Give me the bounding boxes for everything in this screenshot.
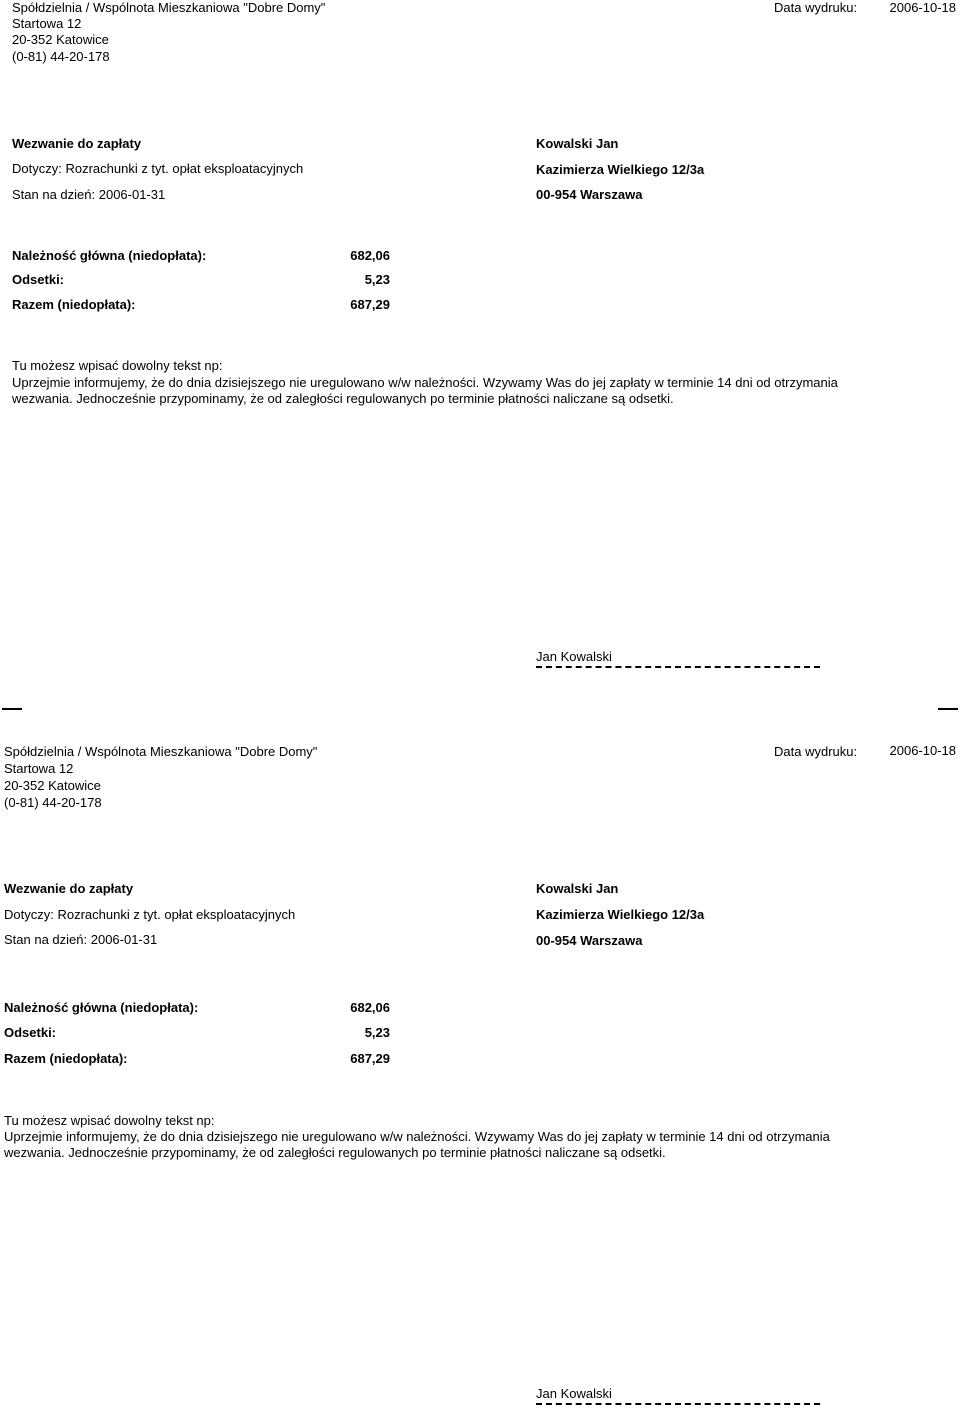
sender-city: 20-352 Katowice (4, 778, 101, 793)
recipient-street: Kazimierza Wielkiego 12/3a (536, 162, 705, 177)
recipient-city: 00-954 Warszawa (536, 933, 643, 948)
note-line-2: wezwania. Jednocześnie przypominamy, że od zaległości regulowanych po terminie płatności naliczane są odsetki. (12, 391, 674, 406)
total-label: Razem (niedopłata): (12, 297, 136, 312)
recipient-street: Kazimierza Wielkiego 12/3a (536, 907, 705, 922)
signature-name: Jan Kowalski (536, 1386, 612, 1401)
note-line-1: Uprzejmie informujemy, że do dnia dzisiejszego nie uregulowano w/w należności. Wzywamy Was do jej zapłaty w terminie 14 dni od otrzymania (4, 1129, 830, 1144)
document-title: Wezwanie do zapłaty (4, 881, 134, 896)
print-date-label: Data wydruku: (774, 0, 858, 15)
principal-value: 682,06 (350, 1000, 390, 1015)
print-date: 2006-10-18 (889, 743, 956, 758)
interest-value: 5,23 (364, 1025, 390, 1040)
note-intro: Tu możesz wpisać dowolny tekst np: (4, 1113, 215, 1128)
sender-name: Spółdzielnia / Wspólnota Mieszkaniowa "Dobre Domy" (12, 0, 326, 15)
sender-street: Startowa 12 (4, 761, 74, 776)
recipient-name: Kowalski Jan (536, 136, 619, 151)
interest-value: 5,23 (364, 272, 390, 287)
sender-phone: (0-81) 44-20-178 (4, 795, 102, 810)
as-of-date: Stan na dzień: 2006-01-31 (12, 187, 166, 202)
sender-street: Startowa 12 (12, 16, 82, 31)
total-value: 687,29 (350, 297, 390, 312)
signature-line (536, 666, 820, 668)
note-line-1: Uprzejmie informujemy, że do dnia dzisiejszego nie uregulowano w/w należności. Wzywamy Was do jej zapłaty w terminie 14 dni od otrzymania (12, 375, 838, 390)
sender-name: Spółdzielnia / Wspólnota Mieszkaniowa "Dobre Domy" (4, 744, 318, 759)
sender-city: 20-352 Katowice (12, 32, 109, 47)
note-intro: Tu możesz wpisać dowolny tekst np: (12, 358, 223, 373)
document-title: Wezwanie do zapłaty (12, 136, 142, 151)
signature-name: Jan Kowalski (536, 649, 612, 664)
note-line-2: wezwania. Jednocześnie przypominamy, że od zaległości regulowanych po terminie płatności naliczane są odsetki. (4, 1145, 666, 1160)
interest-label: Odsetki: (4, 1025, 57, 1040)
recipient-city: 00-954 Warszawa (536, 187, 643, 202)
total-value: 687,29 (350, 1051, 390, 1066)
principal-label: Należność główna (niedopłata): (4, 1000, 199, 1015)
as-of-date: Stan na dzień: 2006-01-31 (4, 932, 158, 947)
principal-label: Należność główna (niedopłata): (12, 248, 207, 263)
cut-mark-left (2, 708, 22, 710)
regarding: Dotyczy: Rozrachunki z tyt. opłat eksploatacyjnych (4, 907, 296, 922)
print-date-label: Data wydruku: (774, 744, 858, 759)
principal-value: 682,06 (350, 248, 390, 263)
total-label: Razem (niedopłata): (4, 1051, 128, 1066)
recipient-name: Kowalski Jan (536, 881, 619, 896)
cut-mark-right (938, 708, 958, 710)
interest-label: Odsetki: (12, 272, 65, 287)
sender-phone: (0-81) 44-20-178 (12, 49, 110, 64)
regarding: Dotyczy: Rozrachunki z tyt. opłat eksploatacyjnych (12, 161, 304, 176)
signature-line (536, 1403, 820, 1405)
print-date: 2006-10-18 (889, 0, 956, 15)
